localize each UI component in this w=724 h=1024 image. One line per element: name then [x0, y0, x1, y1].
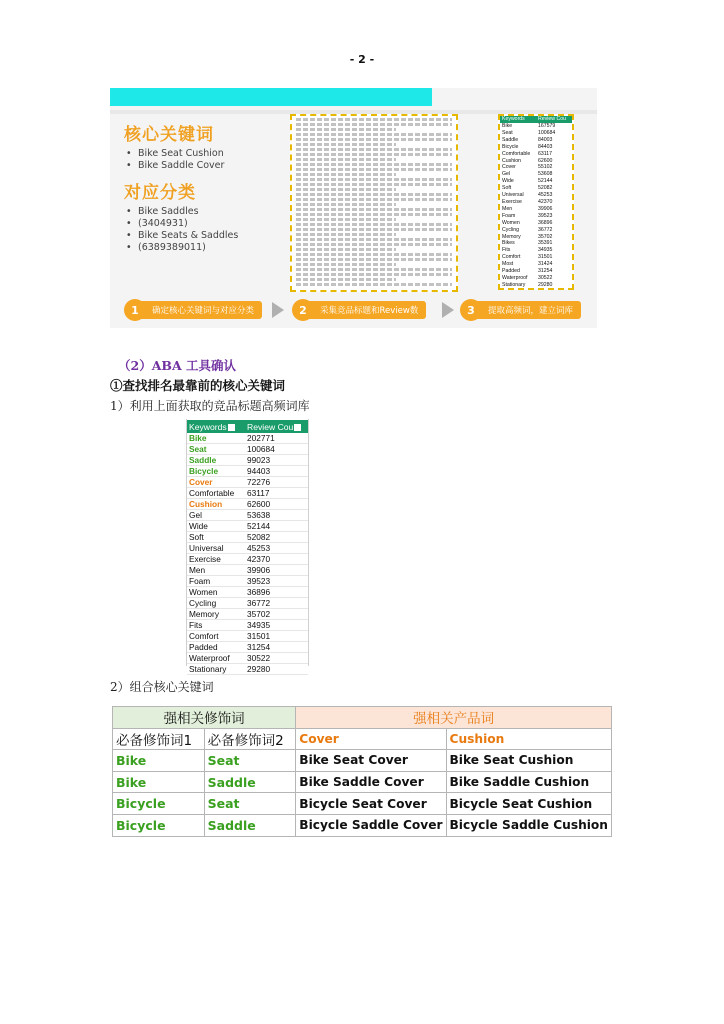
table-row [187, 532, 308, 543]
table-row [187, 587, 308, 598]
mini-table-row [500, 240, 572, 247]
mini-keyword-cell: Exercise [502, 198, 522, 205]
mini-table-row [500, 282, 572, 289]
step-label: 采集竞品标题和Review数 [308, 301, 426, 319]
modifier-2-cell: Saddle [204, 771, 296, 793]
table-row [187, 554, 308, 565]
mini-count-cell: 30522 [538, 274, 553, 281]
mini-table-row [500, 227, 572, 234]
mini-table-row [500, 199, 572, 206]
text-line-placeholder [296, 123, 452, 126]
review-count-cell: 62600 [245, 499, 308, 510]
step-label: 确定核心关键词与对应分类 [140, 301, 262, 319]
modifier-1-cell: Bicycle [113, 793, 205, 815]
slide-left-panel [124, 120, 294, 254]
text-line-placeholder [296, 238, 452, 241]
text-line-placeholder [296, 223, 452, 226]
mini-table-row [500, 164, 572, 171]
mini-table-row [500, 144, 572, 151]
text-line-placeholder [296, 153, 452, 156]
mini-table-row [500, 178, 572, 185]
cushion-phrase-cell: Bike Saddle Cushion [446, 771, 611, 793]
mini-keyword-cell: Cushion [502, 157, 522, 164]
text-line-placeholder [296, 218, 396, 221]
mini-keyword-cell: Cycling [502, 226, 520, 233]
text-line-placeholder [296, 248, 396, 251]
step-2-text: 2）组合核心关键词 [110, 680, 214, 694]
text-line-placeholder [296, 263, 396, 266]
mini-count-cell: 45253 [538, 192, 553, 199]
keyword-cell: Padded [187, 642, 245, 653]
mini-count-cell: 35391 [538, 240, 553, 247]
mini-count-cell: 62600 [538, 157, 553, 164]
step-number: 3 [460, 299, 482, 321]
sub-header-row [113, 728, 612, 750]
review-count-cell: 45253 [245, 543, 308, 554]
text-line-placeholder [296, 118, 452, 121]
table-row [187, 631, 308, 642]
cover-phrase-cell: Bicycle Seat Cover [296, 793, 446, 815]
review-count-cell: 35702 [245, 609, 308, 620]
review-count-cell: 99023 [245, 455, 308, 466]
text-line-placeholder [296, 163, 452, 166]
mini-keyword-cell: Fits [502, 247, 511, 254]
mini-count-cell: 84003 [538, 136, 553, 143]
table-row [187, 576, 308, 587]
modifier-1-cell: Bicycle [113, 814, 205, 836]
text-line-placeholder [296, 268, 452, 271]
text-line-placeholder [296, 158, 396, 161]
competitor-titles-screenshot [290, 114, 458, 292]
arrow-right-icon [442, 302, 454, 318]
mini-keyword-cell: Wide [502, 178, 514, 185]
keyword-cell: Gel [187, 510, 245, 521]
sub-header-cover: Cover [296, 728, 446, 750]
review-count-cell: 42370 [245, 554, 308, 565]
review-count-cell: 63117 [245, 488, 308, 499]
text-line-placeholder [296, 128, 396, 131]
list-item: • (3404931) [124, 218, 294, 230]
review-count-cell: 94403 [245, 466, 308, 477]
mini-count-cell: 63117 [538, 150, 553, 157]
process-steps [110, 294, 597, 326]
mini-table-row [500, 220, 572, 227]
mini-count-cell: 36772 [538, 226, 553, 233]
keyword-table [187, 420, 308, 675]
mini-keyword-cell: Gel [502, 171, 511, 178]
list-item: • (6389389011) [124, 242, 294, 254]
text-line-placeholder [296, 168, 452, 171]
text-line-placeholder [296, 243, 452, 246]
mini-keyword-cell: Comfortable [502, 150, 531, 157]
page-number: - 2 - [349, 53, 375, 66]
mini-keyword-cell: Comfort [502, 254, 521, 261]
review-count-cell: 29280 [245, 664, 308, 675]
mini-keyword-cell: Cover [502, 164, 516, 171]
table-row [187, 620, 308, 631]
table-header-row [187, 420, 308, 433]
core-keyword-list [124, 148, 294, 172]
mini-keyword-table [498, 114, 574, 290]
keyword-cell: Waterproof [187, 653, 245, 664]
review-count-cell: 31501 [245, 631, 308, 642]
keyword-cell: Stationary [187, 664, 245, 675]
mini-table-row [500, 123, 572, 130]
sub-header-modifier-2: 必备修饰词2 [204, 728, 296, 750]
list-item: • Bike Seat Cushion [124, 148, 294, 160]
category-list [124, 206, 294, 254]
list-item: • Bike Seats & Saddles [124, 230, 294, 242]
table-row [187, 598, 308, 609]
mini-table-row [500, 213, 572, 220]
header-keywords[interactable]: Keywords [187, 420, 245, 433]
table-row [187, 477, 308, 488]
mini-header-keywords: Keywords [502, 116, 525, 122]
review-count-cell: 36772 [245, 598, 308, 609]
keyword-cell: Men [187, 565, 245, 576]
step-label: 提取高频词，建立词库 [476, 301, 581, 319]
mini-table-row [500, 275, 572, 282]
mini-count-cell: 29280 [538, 281, 553, 288]
table-row [187, 433, 308, 444]
mini-table-row [500, 206, 572, 213]
keyword-cell: Bicycle [187, 466, 245, 477]
keyword-cell: Cushion [187, 499, 245, 510]
sub-header-modifier-1: 必备修饰词1 [113, 728, 205, 750]
table-row [113, 750, 612, 772]
mini-keyword-cell: Stationary [502, 281, 526, 288]
list-item: • Bike Saddles [124, 206, 294, 218]
arrow-right-icon [272, 302, 284, 318]
step-2 [292, 298, 426, 322]
keyword-cell: Memory [187, 609, 245, 620]
mini-header-review: Review Cou [538, 116, 566, 122]
category-title: 对应分类 [124, 183, 196, 203]
mini-table-row [500, 254, 572, 261]
mini-keyword-cell: Bicycle [502, 143, 519, 150]
text-line-placeholder [296, 193, 452, 196]
mini-table-row [500, 268, 572, 275]
keyword-cell: Universal [187, 543, 245, 554]
mini-keyword-cell: Universal [502, 192, 524, 199]
cover-phrase-cell: Bike Saddle Cover [296, 771, 446, 793]
mini-keyword-cell: Memory [502, 233, 521, 240]
mini-keyword-cell: Seat [502, 129, 513, 136]
mini-table-row [500, 247, 572, 254]
keyword-cell: Bike [187, 433, 245, 444]
mini-keyword-cell: Foam [502, 212, 516, 219]
table-row [187, 510, 308, 521]
review-count-cell: 72276 [245, 477, 308, 488]
table-row [113, 814, 612, 836]
cushion-phrase-cell: Bicycle Saddle Cushion [446, 814, 611, 836]
review-count-cell: 39523 [245, 576, 308, 587]
text-line-placeholder [296, 148, 452, 151]
keyword-cell: Cycling [187, 598, 245, 609]
group-product-header: 强相关产品词 [296, 707, 612, 729]
mini-keyword-cell: Waterproof [502, 274, 528, 281]
mini-table-header [500, 116, 572, 123]
mini-count-cell: 52082 [538, 185, 553, 192]
mini-count-cell: 100684 [538, 129, 556, 136]
table-row [113, 793, 612, 815]
mini-count-cell: 39523 [538, 212, 553, 219]
text-line-placeholder [296, 283, 452, 286]
step-1 [124, 298, 262, 322]
table-row [187, 499, 308, 510]
keyword-cell: Foam [187, 576, 245, 587]
cover-phrase-cell: Bicycle Saddle Cover [296, 814, 446, 836]
mini-count-cell: 34935 [538, 247, 553, 254]
keyword-cell: Exercise [187, 554, 245, 565]
review-count-cell: 36896 [245, 587, 308, 598]
text-line-placeholder [296, 183, 452, 186]
mini-table-row [500, 151, 572, 158]
keyword-cell: Wide [187, 521, 245, 532]
mini-keyword-cell: Bike [502, 123, 513, 129]
text-line-placeholder [296, 273, 452, 276]
keyword-cell: Comfort [187, 631, 245, 642]
keyword-cell: Saddle [187, 455, 245, 466]
group-modifier-header: 强相关修饰词 [113, 707, 296, 729]
mini-count-cell: 31424 [538, 261, 553, 268]
sub-header-cushion: Cushion [446, 728, 611, 750]
table-row [187, 664, 308, 675]
review-count-cell: 52082 [245, 532, 308, 543]
mini-keyword-cell: Men [502, 205, 513, 212]
mini-table-row [500, 171, 572, 178]
mini-count-cell: 55102 [538, 164, 553, 171]
review-count-cell: 52144 [245, 521, 308, 532]
mini-count-cell: 31254 [538, 268, 553, 275]
table-row [187, 488, 308, 499]
filter-dropdown-icon[interactable] [228, 424, 235, 431]
review-count-cell: 30522 [245, 653, 308, 664]
mini-table-row [500, 130, 572, 137]
text-line-placeholder [296, 188, 396, 191]
mini-keyword-cell: Padded [502, 268, 520, 275]
text-line-placeholder [296, 198, 452, 201]
review-count-cell: 31254 [245, 642, 308, 653]
text-line-placeholder [296, 203, 396, 206]
step-number: 1 [124, 299, 146, 321]
mini-count-cell: 53608 [538, 171, 553, 178]
review-count-cell: 39906 [245, 565, 308, 576]
table-row [187, 609, 308, 620]
mini-count-cell: 31501 [538, 254, 553, 261]
text-line-placeholder [296, 173, 396, 176]
text-line-placeholder [296, 213, 452, 216]
mini-table-row [500, 234, 572, 241]
mini-keyword-cell: Soft [502, 185, 512, 192]
mini-count-cell: 39906 [538, 205, 553, 212]
text-line-placeholder [296, 133, 452, 136]
mini-count-cell: 42370 [538, 198, 553, 205]
review-count-cell: 202771 [245, 433, 308, 444]
header-review-count[interactable]: Review Cou [245, 420, 308, 433]
mini-keyword-cell: Bikes [502, 240, 515, 247]
keyword-combination-table [112, 706, 612, 837]
table-row [187, 565, 308, 576]
text-line-placeholder [296, 233, 396, 236]
highlight-bar [110, 88, 432, 106]
mini-keyword-cell: Most [502, 261, 514, 268]
text-line-placeholder [296, 253, 452, 256]
modifier-2-cell: Seat [204, 793, 296, 815]
modifier-2-cell: Seat [204, 750, 296, 772]
keyword-cell: Women [187, 587, 245, 598]
group-header-row [113, 707, 612, 729]
list-item: • Bike Saddle Cover [124, 160, 294, 172]
cushion-phrase-cell: Bicycle Seat Cushion [446, 793, 611, 815]
mini-count-cell: 36896 [538, 219, 553, 226]
step-3 [460, 298, 581, 322]
mini-table-row [500, 185, 572, 192]
text-line-placeholder [296, 208, 452, 211]
section-heading: （2）ABA 工具确认 [118, 358, 237, 373]
review-count-cell: 53638 [245, 510, 308, 521]
table-row [187, 642, 308, 653]
text-line-placeholder [296, 258, 452, 261]
mini-table-row [500, 137, 572, 144]
mini-keyword-cell: Women [502, 219, 520, 226]
step-1-text: 1）利用上面获取的竞品标题高频词库 [110, 399, 310, 413]
modifier-1-cell: Bike [113, 750, 205, 772]
table-row [187, 455, 308, 466]
keyword-cell: Seat [187, 444, 245, 455]
text-line-placeholder [296, 143, 396, 146]
mini-table-row [500, 261, 572, 268]
keyword-cell: Fits [187, 620, 245, 631]
cover-phrase-cell: Bike Seat Cover [296, 750, 446, 772]
text-line-placeholder [296, 278, 396, 281]
text-line-placeholder [296, 138, 452, 141]
mini-table-row [500, 192, 572, 199]
review-count-cell: 100684 [245, 444, 308, 455]
keyword-cell: Cover [187, 477, 245, 488]
mini-keyword-cell: Saddle [502, 136, 519, 143]
modifier-2-cell: Saddle [204, 814, 296, 836]
modifier-1-cell: Bike [113, 771, 205, 793]
text-line-placeholder [296, 178, 452, 181]
mini-table-row [500, 158, 572, 165]
text-line-placeholder [296, 228, 452, 231]
keyword-cell: Soft [187, 532, 245, 543]
table-row [187, 543, 308, 554]
mini-count-cell: 52144 [538, 178, 553, 185]
combination-rows [113, 750, 612, 836]
table-row [187, 466, 308, 477]
keyword-table-body [187, 433, 308, 675]
table-row [187, 653, 308, 664]
table-row [187, 521, 308, 532]
filter-dropdown-icon[interactable] [294, 424, 301, 431]
core-keyword-title: 核心关键词 [124, 125, 214, 145]
table-row [187, 444, 308, 455]
slide-image [110, 88, 597, 328]
table-row [113, 771, 612, 793]
cushion-phrase-cell: Bike Seat Cushion [446, 750, 611, 772]
sub-heading: ①查找排名最靠前的核心关键词 [110, 378, 286, 393]
mini-count-cell: 84403 [538, 143, 553, 150]
step-number: 2 [292, 299, 314, 321]
mini-count-cell: 35702 [538, 233, 553, 240]
review-count-cell: 34935 [245, 620, 308, 631]
keyword-cell: Comfortable [187, 488, 245, 499]
mini-count-cell: 167579 [538, 123, 556, 129]
